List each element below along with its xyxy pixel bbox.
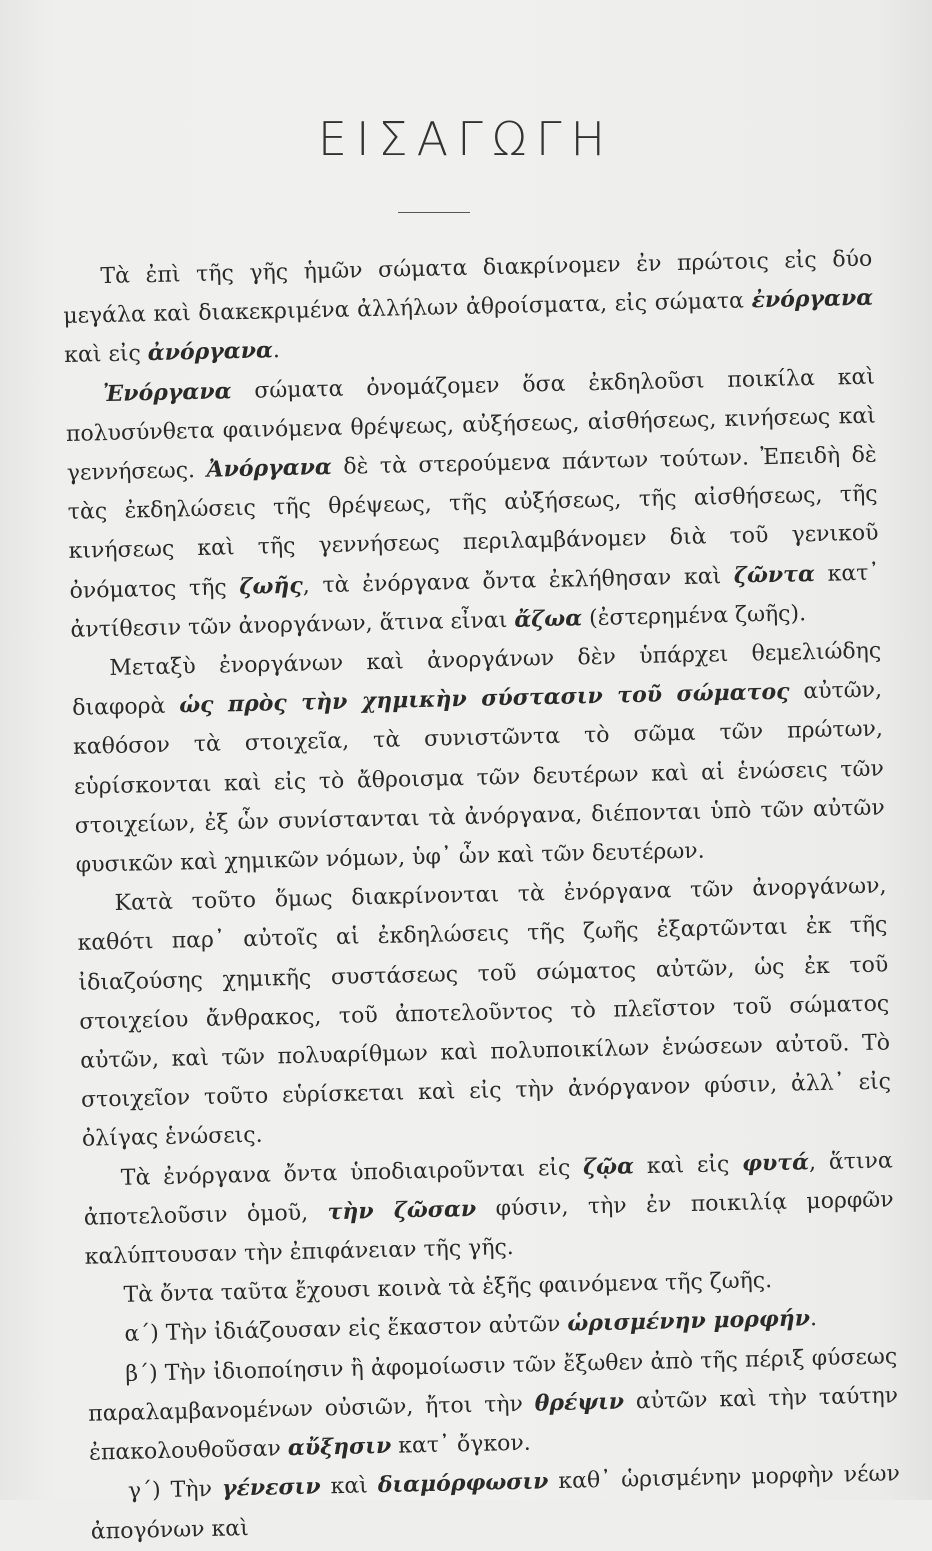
- paragraph: [82, 1141, 894, 1277]
- paragraph: [87, 1337, 899, 1473]
- paragraph-text: γ΄) Τὴν: [127, 1476, 223, 1505]
- paragraph-text: Τὰ ἐνόργανα ὄντα ὑποδιαιροῦνται εἰς: [120, 1155, 584, 1191]
- emphasized-term: τὴν ζῶσαν: [327, 1195, 477, 1226]
- emphasized-term: ζωῆς: [239, 572, 304, 600]
- paragraph-text: β΄) Τὴν ἰδιοποίησιν ἢ ἀφομοίωσιν τῶν ἔξωθεν ἀπὸ τῆς πέριξ φύσεως παραλαμβανομένων οὐσιῶν, ἤτοι τὴν: [87, 1344, 898, 1427]
- emphasized-term: φυτά: [741, 1148, 810, 1177]
- paragraph-text: φύσιν, τὴν ἐν ποικιλίᾳ μορφῶν καλύπτουσαν τὴν ἐπιφάνειαν τῆς γῆς.: [84, 1187, 894, 1270]
- paragraph-text: .: [272, 338, 281, 364]
- paragraph-text: αὐτῶν, καθόσον τὰ στοιχεῖα, τὰ συνιστῶντα τὸ σῶμα τῶν πρώτων, εὑρίσκονται καὶ εἰς τὸ ἄθροισμα τῶν δευτέρων καὶ αἱ ἑνώσεις τῶν στοιχείων, ἐξ ὧν συνίστανται τὰ ἀνόργανα, διέπονται ὑπὸ τῶν αὐτῶν φυσικῶν καὶ χημικῶν νόμων, ὑφ᾽ ὧν καὶ τῶν δευτέρων.: [72, 677, 885, 878]
- emphasized-term: Ἐνόργανα: [102, 377, 232, 407]
- emphasized-term: ἄζωα: [514, 605, 583, 633]
- emphasized-term: ὡς πρὸς τὴν χημικὴν σύστασιν τοῦ σώματος: [178, 678, 790, 719]
- paragraph: [71, 632, 886, 886]
- paragraph-text: Τὰ ἐπὶ τῆς γῆς ἡμῶν σώματα διακρίνομεν ἐν πρώτοις εἰς δύο μεγάλα καὶ διακεκριμένα ἀλλήλων ἀθροίσματα, εἰς σώματα: [63, 246, 873, 330]
- paragraph-text: , ἅτινα ἀποτελοῦσιν ὁμοῦ,: [83, 1148, 893, 1231]
- paragraph: [65, 357, 881, 650]
- emphasized-term: ζῶντα: [733, 560, 816, 589]
- paragraph-text: αὐτῶν καὶ τὴν ταύτην ἐπακολουθοῦσαν: [88, 1383, 899, 1466]
- paragraph-text: καὶ εἰς: [63, 341, 149, 369]
- emphasized-term: ἐνόργανα: [751, 284, 874, 314]
- body-text: [62, 240, 901, 1551]
- paragraph-text: Μεταξὺ ἐνοργάνων καὶ ἀνοργάνων δὲν ὑπάρχει θεμελιώδης διαφορὰ: [71, 638, 882, 722]
- paragraph-text: (ἐστερημένα ζωῆς).: [581, 601, 807, 632]
- paragraph-text: καθ᾽ ὡρισμένην μορφὴν νέων ἀπογόνων καὶ: [90, 1461, 901, 1545]
- paragraph-text: Κατὰ τοῦτο ὅμως διακρίνονται τὰ ἐνόργανα τῶν ἀνοργάνων, καθότι παρ᾽ αὐτοῖς αἱ ἐκδηλώσεις τῆς ζωῆς ἐξαρτῶνται ἐκ τῆς ἰδιαζούσης χημικῆς συστάσεως τοῦ σώματος αὐτῶν, ὡς ἐκ τοῦ στοιχείου ἄνθρακος, τοῦ ἀποτελοῦντος τὸ πλεῖστον τοῦ σώματος αὐτῶν, καὶ τῶν πολυαρίθμων καὶ πολυποικίλων ἑνώσεων αὐτοῦ. Τὸ στοιχεῖον τοῦτο εὑρίσκεται καὶ εἰς τὴν ἀνόργανον φύσιν, ἀλλ᾽ εἰς ὀλίγας ἑνώσεις.: [77, 873, 892, 1153]
- paragraph-text: κατ᾽ ἀντίθεσιν τῶν ἀνοργάνων, ἅτινα εἶναι: [70, 560, 880, 643]
- paragraph-text: α΄) Τὴν ἰδιάζουσαν εἰς ἕκαστον αὐτῶν: [124, 1312, 568, 1348]
- paragraph-text: , τὰ ἐνόργανα ὄντα ἐκλήθησαν καὶ: [302, 563, 735, 599]
- emphasized-term: γένεσιν: [221, 1473, 321, 1502]
- emphasized-term: Ἀνόργανα: [206, 453, 333, 483]
- title-divider: [398, 212, 470, 213]
- emphasized-term: αὔξησιν: [287, 1432, 392, 1462]
- paragraph-text: Τὰ ὄντα ταῦτα ἔχουσι κοινὰ τὰ ἑξῆς φαινόμενα τῆς ζωῆς.: [123, 1268, 773, 1309]
- paragraph-text: καὶ εἰς: [633, 1151, 743, 1179]
- emphasized-term: ἀνόργανα: [147, 337, 274, 367]
- paragraph-text: καὶ: [320, 1473, 379, 1500]
- paragraph: [76, 867, 892, 1160]
- emphasized-term: διαμόρφωσιν: [377, 1468, 549, 1499]
- page-title: ΕΙΣΑΓΩΓΗ: [317, 112, 615, 166]
- emphasized-term: ὡρισμένην μορφήν: [567, 1305, 811, 1338]
- paragraph-text: κατ᾽ ὄγκον.: [390, 1430, 531, 1459]
- paragraph: [62, 240, 874, 376]
- paragraph-text: δὲ τὰ στερούμενα πάντων τούτων. Ἐπειδὴ δὲ τὰς ἐκδηλώσεις τῆς θρέψεως, τῆς αὐξήσεως, τῆς αἰσθήσεως, τῆς κινήσεως καὶ τῆς γεννήσεως περιλαμβάνομεν διὰ τοῦ γενικοῦ ὀνόματος τῆς: [67, 442, 879, 604]
- paragraph-text: σώματα ὀνομάζομεν ὅσα ἐκδηλοῦσι ποικίλα καὶ πολυσύνθετα φαινόμενα θρέψεως, αὐξήσεως, αἰσθήσεως, κινήσεως καὶ γεννήσεως.: [65, 364, 877, 486]
- paragraph-text: .: [809, 1306, 818, 1332]
- emphasized-term: θρέψιν: [534, 1388, 625, 1417]
- emphasized-term: ζῷα: [582, 1152, 635, 1181]
